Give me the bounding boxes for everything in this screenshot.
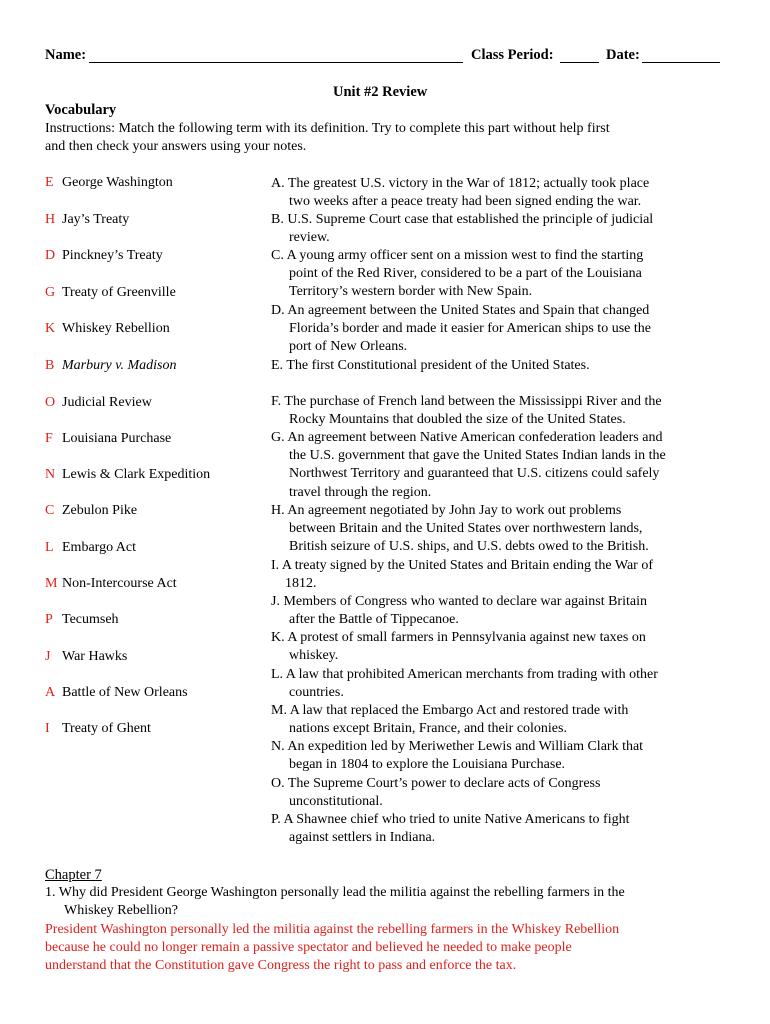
term-answer: N	[45, 467, 56, 482]
term-name: Judicial Review	[62, 395, 152, 410]
term-name: War Hawks	[62, 649, 128, 664]
definition-line: between Britain and the United States over northwestern lands,	[289, 521, 643, 537]
definition-letter: K.	[271, 630, 285, 645]
term-item	[45, 174, 173, 192]
instructions-line-1: Instructions: Match the following term with its definition. Try to complete this part without help first	[45, 121, 610, 136]
date-blank	[642, 62, 720, 63]
definition-line: U.S. Supreme Court case that established the principle of judicial	[287, 212, 654, 227]
term-answer: H	[45, 212, 56, 227]
definition-item	[271, 302, 741, 357]
term-answer: A	[45, 685, 56, 700]
term-name: George Washington	[62, 175, 173, 190]
term-answer: G	[45, 285, 56, 300]
definition-line: Florida’s border and made it easier for American ships to use the	[289, 321, 651, 337]
definition-item	[271, 247, 741, 302]
definition-line: against settlers in Indiana.	[289, 830, 436, 846]
term-item	[45, 247, 163, 265]
definition-letter: H.	[271, 503, 285, 518]
definition-line: The purchase of French land between the Mississippi River and the	[284, 394, 662, 409]
term-answer: M	[45, 576, 58, 591]
term-item	[45, 611, 119, 629]
definition-line: point of the Red River, considered to be a part of the Louisiana	[289, 266, 642, 282]
chapter-heading: Chapter 7	[45, 867, 102, 883]
term-item	[45, 284, 176, 302]
definition-letter: A.	[271, 176, 285, 191]
term-name: Jay’s Treaty	[62, 212, 130, 227]
term-answer: J	[45, 649, 51, 664]
definition-letter: L.	[271, 667, 284, 682]
date-label: Date:	[606, 47, 640, 63]
term-item	[45, 720, 151, 738]
definition-letter: F.	[271, 394, 282, 409]
term-answer: E	[45, 175, 54, 190]
definition-item	[271, 811, 741, 847]
definition-line: A law that replaced the Embargo Act and restored trade with	[289, 703, 629, 718]
definition-line: A law that prohibited American merchants from trading with other	[285, 667, 658, 682]
name-label: Name:	[45, 47, 87, 63]
definition-item	[271, 702, 741, 738]
term-name: Treaty of Ghent	[62, 721, 151, 736]
answer-1-line-1: President Washington personally led the militia against the rebelling farmers in the Whiskey Rebellion	[45, 922, 620, 937]
term-item	[45, 684, 188, 702]
term-answer: C	[45, 503, 55, 518]
term-name: Embargo Act	[62, 540, 137, 555]
definition-line: An agreement between the United States and Spain that changed	[287, 303, 650, 318]
definition-item	[271, 666, 741, 702]
definition-line: Members of Congress who wanted to declare war against Britain	[283, 594, 647, 609]
term-answer: B	[45, 358, 55, 373]
definition-line: The greatest U.S. victory in the War of 1812; actually took place	[287, 176, 650, 191]
definition-letter: G.	[271, 430, 285, 445]
class-period-blank	[560, 62, 599, 63]
term-name: Marbury v. Madison	[62, 358, 177, 373]
definition-letter: J.	[271, 594, 280, 609]
definition-line: The Supreme Court’s power to declare acts of Congress	[287, 776, 601, 791]
term-name: Whiskey Rebellion	[62, 321, 170, 336]
term-item	[45, 502, 137, 520]
term-answer: F	[45, 431, 53, 446]
term-name: Lewis & Clark Expedition	[62, 467, 211, 482]
term-name: Non-Intercourse Act	[62, 576, 177, 591]
term-answer: K	[45, 321, 56, 336]
term-item	[45, 539, 136, 557]
term-answer: D	[45, 248, 56, 263]
term-name: Tecumseh	[62, 612, 119, 627]
definition-line: A Shawnee chief who tried to unite Native Americans to fight	[283, 812, 630, 827]
definition-item	[271, 393, 741, 429]
definition-item	[271, 175, 741, 211]
definition-item	[271, 738, 741, 774]
definition-letter: O.	[271, 776, 285, 791]
definition-line: countries.	[289, 685, 344, 701]
term-item	[45, 211, 129, 229]
term-answer: O	[45, 395, 56, 410]
term-item	[45, 430, 171, 448]
term-answer: P	[45, 612, 53, 627]
instructions-line-2: and then check your answers using your notes.	[45, 139, 307, 154]
term-answer: L	[45, 540, 54, 555]
definition-line: An agreement between Native American confederation leaders and	[287, 430, 663, 445]
term-name: Battle of New Orleans	[62, 685, 188, 700]
definition-line: travel through the region.	[289, 484, 432, 500]
definition-line: An agreement negotiated by John Jay to work out problems	[287, 503, 622, 518]
definition-item	[271, 357, 741, 375]
definition-line: the U.S. government that gave the United States Indian lands in the	[289, 448, 666, 464]
definition-letter: N.	[271, 739, 285, 754]
definition-line: Northwest Territory and guaranteed that U.S. citizens could safely	[289, 466, 660, 482]
definition-line: after the Battle of Tippecanoe.	[289, 612, 459, 628]
definition-item	[271, 557, 741, 593]
definition-letter: C.	[271, 248, 284, 263]
definition-line: Rocky Mountains that doubled the size of the United States.	[289, 412, 626, 428]
page-title: Unit #2 Review	[333, 84, 428, 100]
term-item	[45, 394, 152, 412]
definition-letter: P.	[271, 812, 281, 827]
term-item	[45, 320, 170, 338]
term-name: Treaty of Greenville	[62, 285, 176, 300]
definition-letter: I.	[271, 558, 280, 573]
definition-line: whiskey.	[289, 648, 339, 664]
term-item	[45, 466, 210, 484]
question-1-line-1: 1. Why did President George Washington personally lead the militia against the rebelling farmers in the	[45, 885, 625, 900]
term-item	[45, 575, 177, 593]
question-1-line-2: Whiskey Rebellion?	[64, 903, 178, 918]
definition-line: A young army officer sent on a mission west to find the starting	[286, 248, 644, 263]
definition-letter: D.	[271, 303, 285, 318]
definition-line: unconstitutional.	[289, 794, 383, 810]
definition-item	[271, 211, 741, 247]
class-period-label: Class Period:	[471, 47, 554, 63]
definition-line: port of New Orleans.	[289, 339, 408, 355]
definition-line: A protest of small farmers in Pennsylvania against new taxes on	[287, 630, 646, 645]
term-item	[45, 648, 127, 666]
definition-letter: M.	[271, 703, 287, 718]
term-item	[45, 357, 176, 375]
definition-line: A treaty signed by the United States and Britain ending the War of	[281, 558, 653, 573]
definition-line: The first Constitutional president of the United States.	[286, 358, 590, 373]
definition-letter: E.	[271, 358, 284, 373]
definition-line: 1812.	[285, 576, 317, 592]
definition-item	[271, 502, 741, 557]
definition-line: British seizure of U.S. ships, and U.S. debts owed to the British.	[289, 539, 649, 555]
term-name: Pinckney’s Treaty	[62, 248, 163, 263]
definition-line: nations except Britain, France, and their colonies.	[289, 721, 567, 737]
term-name: Louisiana Purchase	[62, 431, 172, 446]
vocabulary-heading: Vocabulary	[45, 102, 117, 118]
definition-item	[271, 775, 741, 811]
definition-item	[271, 429, 741, 502]
term-name: Zebulon Pike	[62, 503, 138, 518]
definition-letter: B.	[271, 212, 284, 227]
definition-line: review.	[289, 230, 330, 246]
term-answer: I	[45, 721, 50, 736]
answer-1-line-3: understand that the Constitution gave Congress the right to pass and enforce the tax.	[45, 958, 517, 973]
definition-item	[271, 629, 741, 665]
answer-1-line-2: because he could no longer remain a passive spectator and believed he needed to make people	[45, 940, 572, 955]
definition-line: two weeks after a peace treaty had been signed ending the war.	[289, 194, 642, 210]
name-blank	[89, 62, 463, 63]
definition-line: began in 1804 to explore the Louisiana Purchase.	[289, 757, 566, 773]
definition-line: Territory’s western border with New Spain.	[289, 284, 533, 300]
definition-line: An expedition led by Meriwether Lewis and William Clark that	[287, 739, 644, 754]
definition-item	[271, 593, 741, 629]
